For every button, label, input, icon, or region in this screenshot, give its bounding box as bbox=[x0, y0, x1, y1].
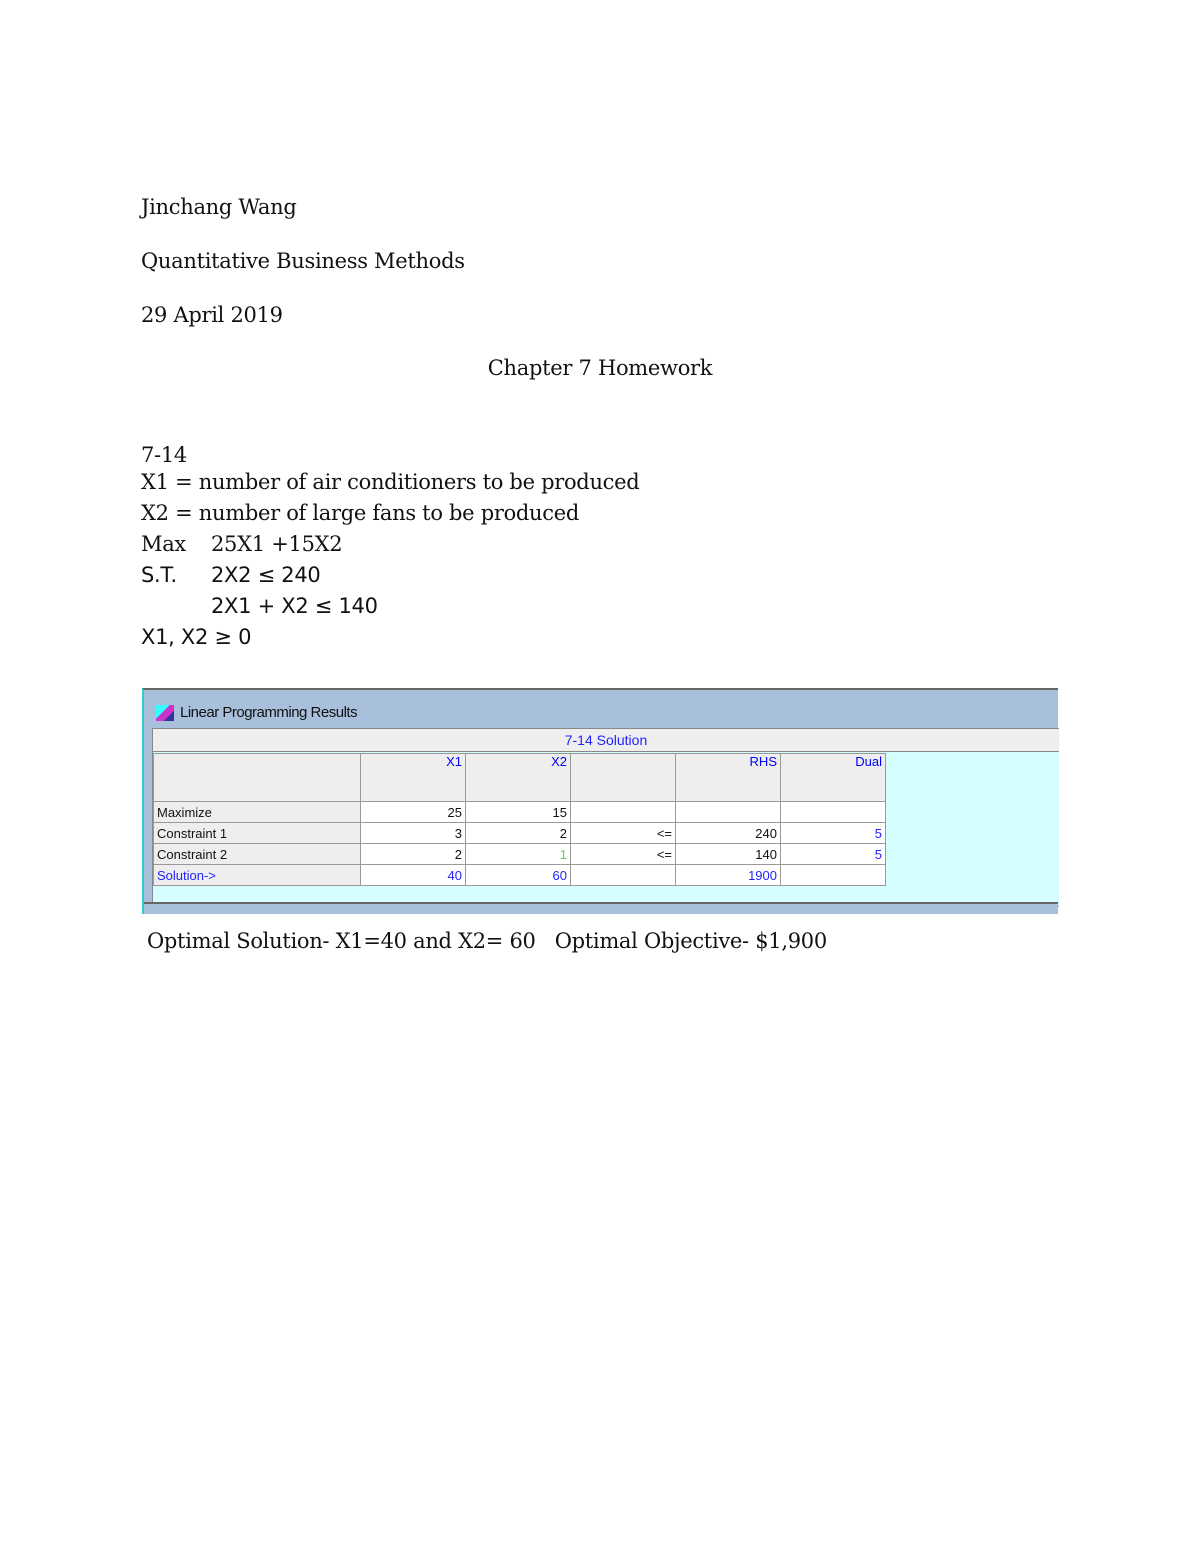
cell[interactable] bbox=[571, 802, 676, 823]
solution-title: 7-14 Solution bbox=[153, 729, 1059, 752]
table-row[interactable] bbox=[154, 802, 886, 823]
cell[interactable]: 2 bbox=[361, 844, 466, 865]
cell[interactable]: 1 bbox=[466, 844, 571, 865]
st-label: S.T. bbox=[141, 563, 177, 587]
row-label[interactable]: Maximize bbox=[154, 802, 361, 823]
date: 29 April 2019 bbox=[141, 303, 283, 327]
course-name: Quantitative Business Methods bbox=[141, 249, 465, 273]
constraint-2: 2X1 + X2 ≤ 140 bbox=[211, 594, 378, 618]
results-table bbox=[153, 753, 886, 886]
cell[interactable]: 25 bbox=[361, 802, 466, 823]
results-grid bbox=[152, 728, 1059, 907]
window-bottom-border bbox=[144, 902, 1058, 914]
cell[interactable]: 15 bbox=[466, 802, 571, 823]
cell[interactable]: 2 bbox=[466, 823, 571, 844]
cell[interactable]: 3 bbox=[361, 823, 466, 844]
cell[interactable] bbox=[781, 802, 886, 823]
app-icon bbox=[156, 705, 174, 721]
window-title-text: Linear Programming Results bbox=[180, 704, 358, 721]
table-row[interactable] bbox=[154, 844, 886, 865]
cell[interactable]: 140 bbox=[676, 844, 781, 865]
constraint-1: 2X2 ≤ 240 bbox=[211, 563, 321, 587]
conclusion: Optimal Solution- X1=40 and X2= 60 Optimal Objective- $1,900 bbox=[147, 929, 827, 953]
column-header: X1 bbox=[361, 754, 466, 802]
row-label: Solution-> bbox=[154, 865, 361, 886]
solution-row bbox=[154, 865, 886, 886]
solution-cell: 40 bbox=[361, 865, 466, 886]
nonnegativity: X1, X2 ≥ 0 bbox=[141, 625, 252, 649]
dual-cell: 5 bbox=[781, 823, 886, 844]
column-header: RHS bbox=[676, 754, 781, 802]
solution-cell: 1900 bbox=[676, 865, 781, 886]
column-header bbox=[154, 754, 361, 802]
lp-results-window bbox=[142, 688, 1058, 914]
dual-cell: 5 bbox=[781, 844, 886, 865]
cell[interactable] bbox=[676, 802, 781, 823]
column-header: X2 bbox=[466, 754, 571, 802]
cell[interactable]: <= bbox=[571, 823, 676, 844]
solution-cell bbox=[781, 865, 886, 886]
column-header bbox=[571, 754, 676, 802]
solution-cell: 60 bbox=[466, 865, 571, 886]
x2-definition: X2 = number of large fans to be produced bbox=[141, 501, 580, 525]
problem-number: 7-14 bbox=[141, 443, 187, 467]
solution-cell bbox=[571, 865, 676, 886]
document-title: Chapter 7 Homework bbox=[487, 356, 713, 380]
objective-label: Max bbox=[141, 532, 186, 556]
table-row[interactable] bbox=[154, 823, 886, 844]
cell[interactable]: 240 bbox=[676, 823, 781, 844]
objective-function: 25X1 +15X2 bbox=[211, 532, 343, 556]
cell[interactable]: <= bbox=[571, 844, 676, 865]
row-label[interactable]: Constraint 1 bbox=[154, 823, 361, 844]
x1-definition: X1 = number of air conditioners to be produced bbox=[141, 470, 640, 494]
window-title bbox=[180, 704, 357, 721]
row-label[interactable]: Constraint 2 bbox=[154, 844, 361, 865]
column-header: Dual bbox=[781, 754, 886, 802]
author-name: Jinchang Wang bbox=[141, 195, 297, 219]
header-row bbox=[154, 754, 886, 802]
